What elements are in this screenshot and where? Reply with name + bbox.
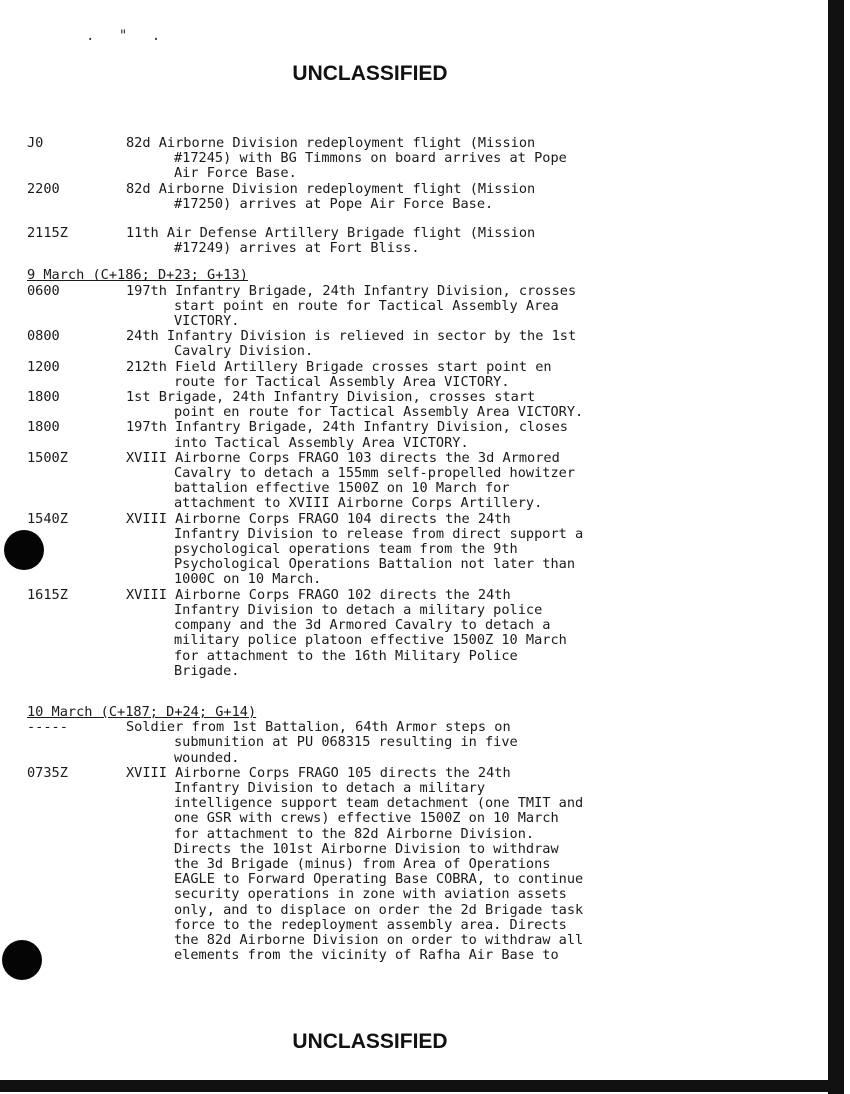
- entry-line: XVIII Airborne Corps FRAGO 105 directs the 24th: [126, 764, 511, 781]
- chronology-entry: [27, 226, 687, 256]
- entry-text: [126, 136, 687, 182]
- entry-line: 82d Airborne Division redeployment flight (Mission: [126, 180, 536, 197]
- entry-continuation-line: company and the 3d Armored Cavalry to detach a: [174, 617, 551, 634]
- entry-continuation-line: Brigade.: [174, 662, 240, 679]
- entry-continuation-line: Directs the 101st Airborne Division to withdraw: [174, 840, 559, 857]
- chronology-entry: [27, 588, 687, 679]
- entry-time: 0600: [27, 282, 60, 299]
- spacer: [27, 679, 687, 693]
- entry-continuation-line: for attachment to the 82d Airborne Division.: [174, 825, 535, 842]
- entry-continuation-line: VICTORY.: [174, 313, 240, 330]
- entry-line: 212th Field Artillery Brigade crosses start point en: [126, 358, 552, 375]
- entry-continuation-line: 1000C on 10 March.: [174, 571, 322, 588]
- entry-time: 1540Z: [27, 510, 68, 527]
- chronology-entry: [27, 360, 687, 390]
- entry-time: 1615Z: [27, 586, 68, 603]
- entry-line: XVIII Airborne Corps FRAGO 103 directs the 3d Armored: [126, 449, 560, 466]
- chronology-entry: [27, 451, 687, 512]
- chronology-entry: [27, 182, 687, 212]
- entry-text: [126, 588, 687, 679]
- chronology-entry: [27, 284, 687, 330]
- entry-text: [126, 451, 687, 512]
- entry-continuation-line: #17250) arrives at Pope Air Force Base.: [174, 195, 494, 212]
- entry-continuation-line: Infantry Division to detach a military: [174, 779, 485, 796]
- chronology-entry: [27, 329, 687, 359]
- entry-continuation-line: psychological operations team from the 9th: [174, 541, 518, 558]
- entry-text: [126, 226, 687, 256]
- entry-continuation-line: for attachment to the 16th Military Police: [174, 647, 518, 664]
- entry-continuation-line: Psychological Operations Battalion not later than: [174, 556, 576, 573]
- entry-text: [126, 360, 687, 390]
- entry-time: 1200: [27, 358, 60, 375]
- chronology-entry: [27, 720, 687, 766]
- entry-line: 197th Infantry Brigade, 24th Infantry Division, crosses: [126, 282, 577, 299]
- entry-continuation-line: Infantry Division to detach a military police: [174, 601, 543, 618]
- entry-text: [126, 284, 687, 330]
- entry-continuation-line: EAGLE to Forward Operating Base COBRA, to continue: [174, 871, 584, 888]
- entry-continuation-line: military police platoon effective 1500Z 10 March: [174, 632, 567, 649]
- entry-text: [126, 329, 687, 359]
- entry-text: [126, 766, 687, 964]
- chronology-entry: [27, 420, 687, 450]
- scan-edge-right: [828, 0, 844, 1094]
- chronology-entry: [27, 136, 687, 182]
- date-heading: 9 March (C+186; D+23; G+13): [27, 267, 248, 284]
- stray-marks: . " .: [86, 28, 169, 44]
- chronology-entry: [27, 766, 687, 964]
- entry-line: 197th Infantry Brigade, 24th Infantry Division, closes: [126, 419, 568, 436]
- entry-continuation-line: security operations in zone with aviation assets: [174, 886, 567, 903]
- entry-line: 1st Brigade, 24th Infantry Division, crosses start: [126, 389, 536, 406]
- entry-continuation-line: only, and to displace on order the 2d Brigade task: [174, 901, 584, 918]
- entry-continuation-line: elements from the vicinity of Rafha Air Base to: [174, 947, 559, 964]
- entry-continuation-line: Cavalry Division.: [174, 343, 314, 360]
- chronology-entry: [27, 512, 687, 588]
- entry-line: 82d Airborne Division redeployment flight (Mission: [126, 135, 536, 151]
- entry-continuation-line: route for Tactical Assembly Area VICTORY.: [174, 373, 510, 390]
- entry-line: 11th Air Defense Artillery Brigade flight (Mission: [126, 225, 536, 242]
- entry-continuation-line: wounded.: [174, 749, 240, 766]
- entry-time: 1800: [27, 419, 60, 436]
- punch-hole-mark: [2, 940, 42, 980]
- entry-time: 1500Z: [27, 449, 68, 466]
- entry-time: 2115Z: [27, 225, 68, 242]
- entry-line: XVIII Airborne Corps FRAGO 102 directs the 24th: [126, 586, 511, 603]
- entry-continuation-line: Infantry Division to release from direct support a: [174, 525, 584, 542]
- entry-continuation-line: intelligence support team detachment (one TMIT and: [174, 795, 584, 812]
- entry-continuation-line: submunition at PU 068315 resulting in five: [174, 734, 518, 751]
- entry-continuation-line: point en route for Tactical Assembly Area VICTORY.: [174, 404, 584, 421]
- entry-continuation-line: Air Force Base.: [174, 165, 297, 182]
- entry-continuation-line: one GSR with crews) effective 1500Z on 10 March: [174, 810, 559, 827]
- date-heading: 10 March (C+187; D+24; G+14): [27, 703, 257, 720]
- scan-edge-bottom: [0, 1080, 844, 1092]
- entry-continuation-line: force to the redeployment assembly area. Directs: [174, 916, 567, 933]
- entry-continuation-line: start point en route for Tactical Assembly Area: [174, 297, 559, 314]
- punch-hole-mark: [4, 530, 44, 570]
- entry-time: 1800: [27, 389, 60, 406]
- entry-time: 0800: [27, 328, 60, 345]
- spacer: [27, 212, 687, 226]
- entry-time: 2200: [27, 180, 60, 197]
- entry-text: [126, 420, 687, 450]
- entry-continuation-line: #17249) arrives at Fort Bliss.: [174, 240, 420, 257]
- entry-continuation-line: the 82d Airborne Division on order to withdraw all: [174, 931, 584, 948]
- entry-line: XVIII Airborne Corps FRAGO 104 directs the 24th: [126, 510, 511, 527]
- chronology-entry: [27, 390, 687, 420]
- entry-line: 24th Infantry Division is relieved in sector by the 1st: [126, 328, 577, 345]
- entry-continuation-line: Cavalry to detach a 155mm self-propelled howitzer: [174, 465, 576, 482]
- classification-header: UNCLASSIFIED: [292, 62, 448, 85]
- entry-text: [126, 720, 687, 766]
- chronology-text: [27, 136, 687, 963]
- entry-text: [126, 182, 687, 212]
- entry-time: -----: [27, 719, 68, 736]
- entry-continuation-line: into Tactical Assembly Area VICTORY.: [174, 434, 469, 451]
- entry-continuation-line: #17245) with BG Timmons on board arrives at Pope: [174, 150, 567, 167]
- entry-time: J0: [27, 135, 44, 151]
- entry-time: 0735Z: [27, 764, 68, 781]
- entry-continuation-line: the 3d Brigade (minus) from Area of Operations: [174, 855, 551, 872]
- classification-footer: UNCLASSIFIED: [292, 1030, 448, 1053]
- entry-text: [126, 390, 687, 420]
- entry-continuation-line: attachment to XVIII Airborne Corps Artillery.: [174, 495, 543, 512]
- entry-line: Soldier from 1st Battalion, 64th Armor steps on: [126, 719, 511, 736]
- entry-continuation-line: battalion effective 1500Z on 10 March for: [174, 480, 510, 497]
- entry-text: [126, 512, 687, 588]
